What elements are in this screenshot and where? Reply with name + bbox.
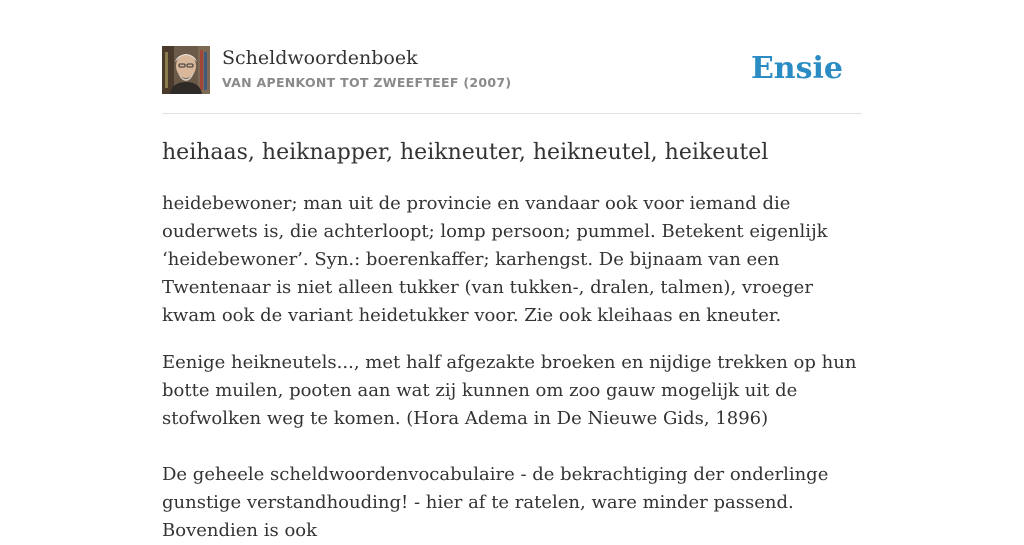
entry-paragraph: Eenige heikneutels..., met half afgezakte broeken en nijdige trekken op hun botte muilen, pooten aan wat zij kunnen om zoo gauw mogelijk uit de stofwolken weg te komen. (Hora Adema in De Nieuwe Gids, 1896) [162, 352, 857, 429]
entry-title: heihaas, heiknapper, heikneuter, heikneutel, heikeutel [162, 140, 769, 165]
avatar[interactable] [162, 46, 210, 94]
entry-paragraph: De geheele scheldwoordenvocabulaire - de bekrachtiging der onderlinge gunstige verstandhouding! - hier af te ratelen, ware minder passend. Bovendien is ook [162, 464, 829, 541]
divider [162, 113, 862, 114]
entry-paragraph: heidebewoner; man uit de provincie en vandaar ook voor iemand die ouderwets is, die achterloopt; lomp persoon; pummel. Betekent eigenlijk ‘heidebewoner’. Syn.: boerenkaffer; karhengst. De bijnaam van een Twentenaar is niet alleen tukker (van tukken-, dralen, talmen), vroeger kwam ook de variant heidetukker voor. Zie ook kleihaas en kneuter. [162, 193, 828, 326]
author-portrait-icon [162, 46, 210, 94]
source-header [162, 46, 862, 96]
ensie-logo[interactable]: Ensie [750, 51, 843, 86]
source-subtitle: VAN APENKONT TOT ZWEEFTEEF (2007) [222, 75, 512, 90]
source-title[interactable]: Scheldwoordenboek [222, 47, 418, 69]
